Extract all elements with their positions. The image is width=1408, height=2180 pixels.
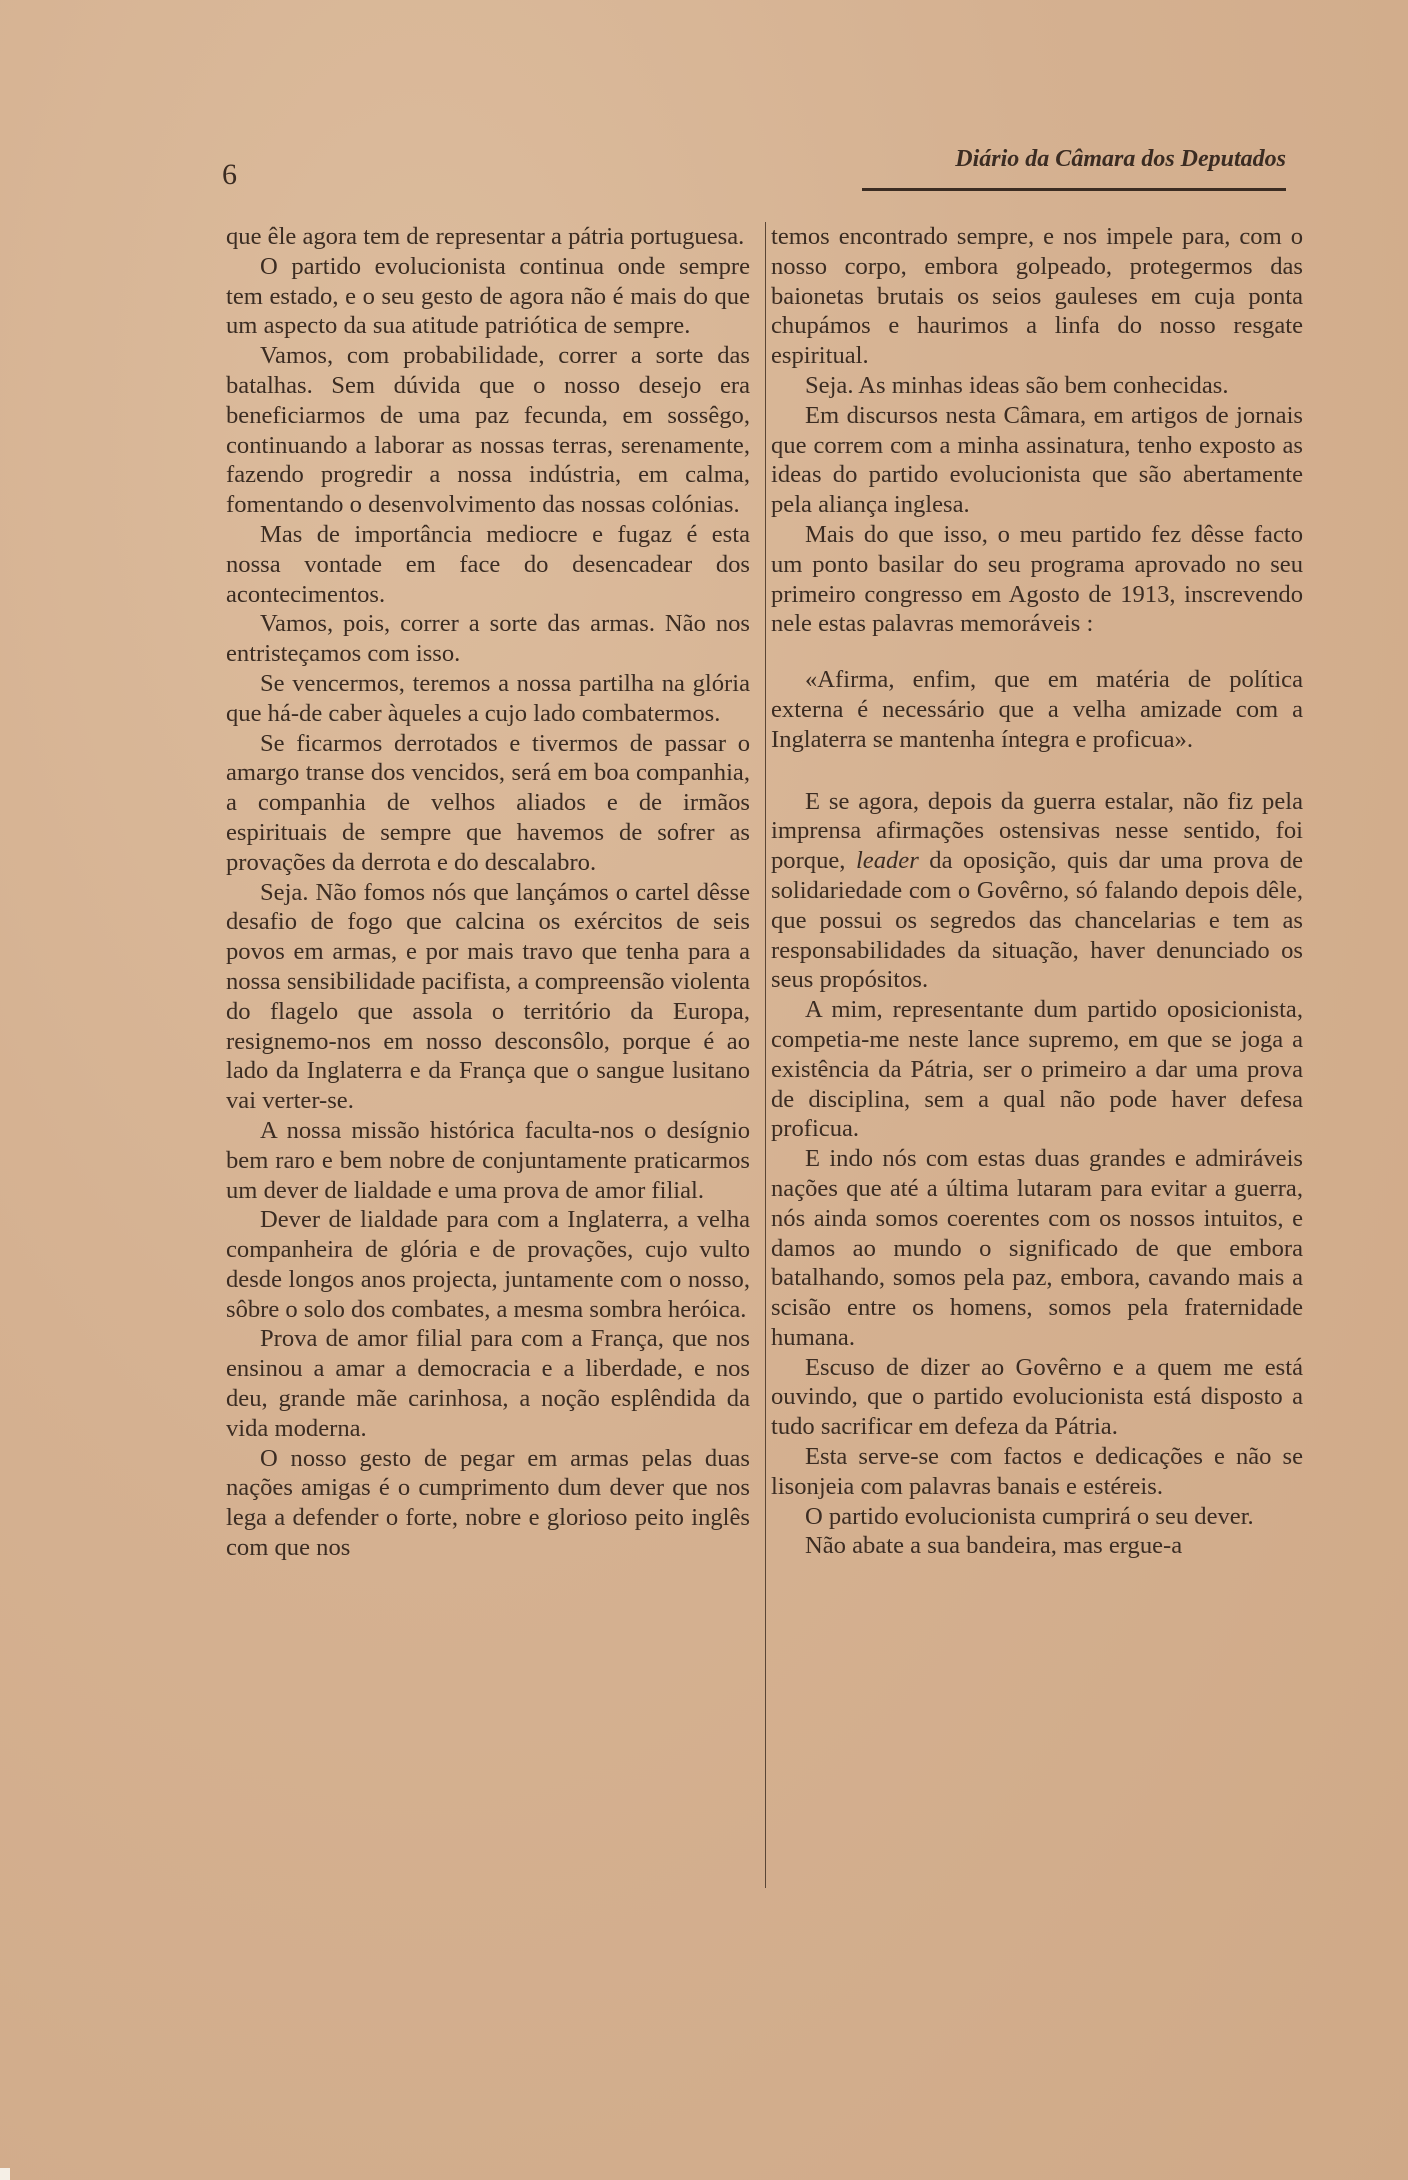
column-divider [765,222,766,1888]
paragraph [771,787,1303,996]
paragraph: Esta serve-se com factos e dedicações e não se lisonjeia com palavras banais e estéreis. [771,1443,1303,1500]
paragraph: A mim, representante dum partido oposicionista, competia-me neste lance supremo, em que se joga a existência da Pátria, ser o primeiro a dar uma prova de disciplina, sem a qual não pode haver defesa proficua. [771,996,1303,1143]
paragraph-text: da oposição, quis dar uma prova de solidariedade com o Govêrno, só falando depois dêle, que possui os segredos das chancelarias e tem as responsabilidades da situação, haver denunciado os seus propósitos. [771,847,1303,994]
header-rule [862,188,1286,191]
paragraph: A nossa missão histórica faculta-nos o desígnio bem raro e bem nobre de conjuntamente praticarmos um dever de lialdade e uma prova de amor filial. [226,1116,750,1204]
paragraph: Dever de lialdade para com a Inglaterra, a velha companheira de glória e de provações, cujo vulto desde longos anos projecta, juntamente com o nosso, sôbre o solo dos combates, a mesma sombra heróica. [226,1206,750,1323]
paragraph: Se vencermos, teremos a nossa partilha na glória que há-de caber àqueles a cujo lado combatermos. [226,669,750,727]
paragraph: Em discursos nesta Câmara, em artigos de jornais que correm com a minha assinatura, tenho exposto as ideas do partido evolucionista que são abertamente pela aliança inglesa. [771,401,1303,519]
paragraph: Seja. As minhas ideas são bem conhecidas. [805,371,1229,399]
paragraph: E indo nós com estas duas grandes e admiráveis nações que até a última lutaram para evitar a guerra, nós ainda somos coerentes com os nossos intuitos, e damos ao mundo o significado de que embora batalhando, somos pela paz, embora, cavando mais a scisão entre os homens, somos pela fraternidade humana. [771,1145,1303,1351]
paragraph: O partido evolucionista continua onde sempre tem estado, e o seu gesto de agora não é mais do que um aspecto da sua atitude patriótica de sempre. [226,252,750,340]
scan-corner [0,2168,10,2180]
paragraph: O partido evolucionista cumprirá o seu dever. [805,1502,1254,1530]
paragraph: Não abate a sua bandeira, mas ergue-a [805,1532,1183,1560]
paragraph: temos encontrado sempre, e nos impele para, com o nosso corpo, embora golpeado, protegermos das baionetas brutais os seios gauleses em cuja ponta chupámos e haurimos a linfa do nosso resgate espiritual. [771,223,1303,370]
italic-word: leader [855,847,919,875]
paragraph: que êle agora tem de representar a pátria portuguesa. [226,223,745,250]
right-column [771,222,1303,1561]
paragraph-text: E se agora, depois da guerra estalar, não fiz pela imprensa afirmações ostensivas nesse sentido, foi porque, [771,787,1303,875]
paragraph: Vamos, com probabilidade, correr a sorte das batalhas. Sem dúvida que o nosso desejo era beneficiarmos de uma paz fecunda, em sossêgo, continuando a laborar as nossas terras, serenamente, fazendo progredir a nossa indústria, em calma, fomentando o desenvolvimento das nossas colónias. [226,342,750,519]
paragraph: Escuso de dizer ao Govêrno e a quem me está ouvindo, que o partido evolucionista está disposto a tudo sacrificar em defeza da Pátria. [771,1353,1303,1441]
paragraph: Vamos, pois, correr a sorte das armas. Não nos entristeçamos com isso. [226,610,750,668]
paragraph: Mais do que isso, o meu partido fez dêsse facto um ponto basilar do seu programa aprovado no seu primeiro congresso em Agosto de 1913, inscrevendo nele estas palavras memoráveis : [771,520,1303,638]
paragraph: Mas de importância mediocre e fugaz é esta nossa vontade em face do desencadear dos acontecimentos. [226,520,750,608]
running-title: Diário da Câmara dos Deputados [955,146,1286,172]
paragraph: Prova de amor filial para com a França, que nos ensinou a amar a democracia e a liberdade, e nos deu, grande mãe carinhosa, a noção esplêndida da vida moderna. [226,1325,750,1442]
paragraph: Seja. Não fomos nós que lançámos o cartel dêsse desafio de fogo que calcina os exércitos de seis povos em armas, e por mais travo que tenha para a nossa sensibilidade pacifista, a compreensão violenta do flagelo que assola o território da Europa, resignemo-nos em nosso desconsôlo, porque é ao lado da Inglaterra e da França que o sangue lusitano vai verter-se. [226,878,750,1115]
paragraph: O nosso gesto de pegar em armas pelas duas nações amigas é o cumprimento dum dever que nos lega a defender o forte, nobre e glorioso peito inglês com que nos [226,1444,750,1562]
page-number: 6 [222,158,237,191]
program-quote: «Afirma, enfim, que em matéria de política externa é necessário que a velha amizade com a Inglaterra se mantenha íntegra e proficua». [771,666,1303,753]
left-column [226,222,750,1563]
paragraph: Se ficarmos derrotados e tivermos de passar o amargo transe dos vencidos, será em boa companhia, a companhia de velhos aliados e de irmãos espirituais de sempre que havemos de sofrer as provações da derrota e do descalabro. [226,729,750,876]
